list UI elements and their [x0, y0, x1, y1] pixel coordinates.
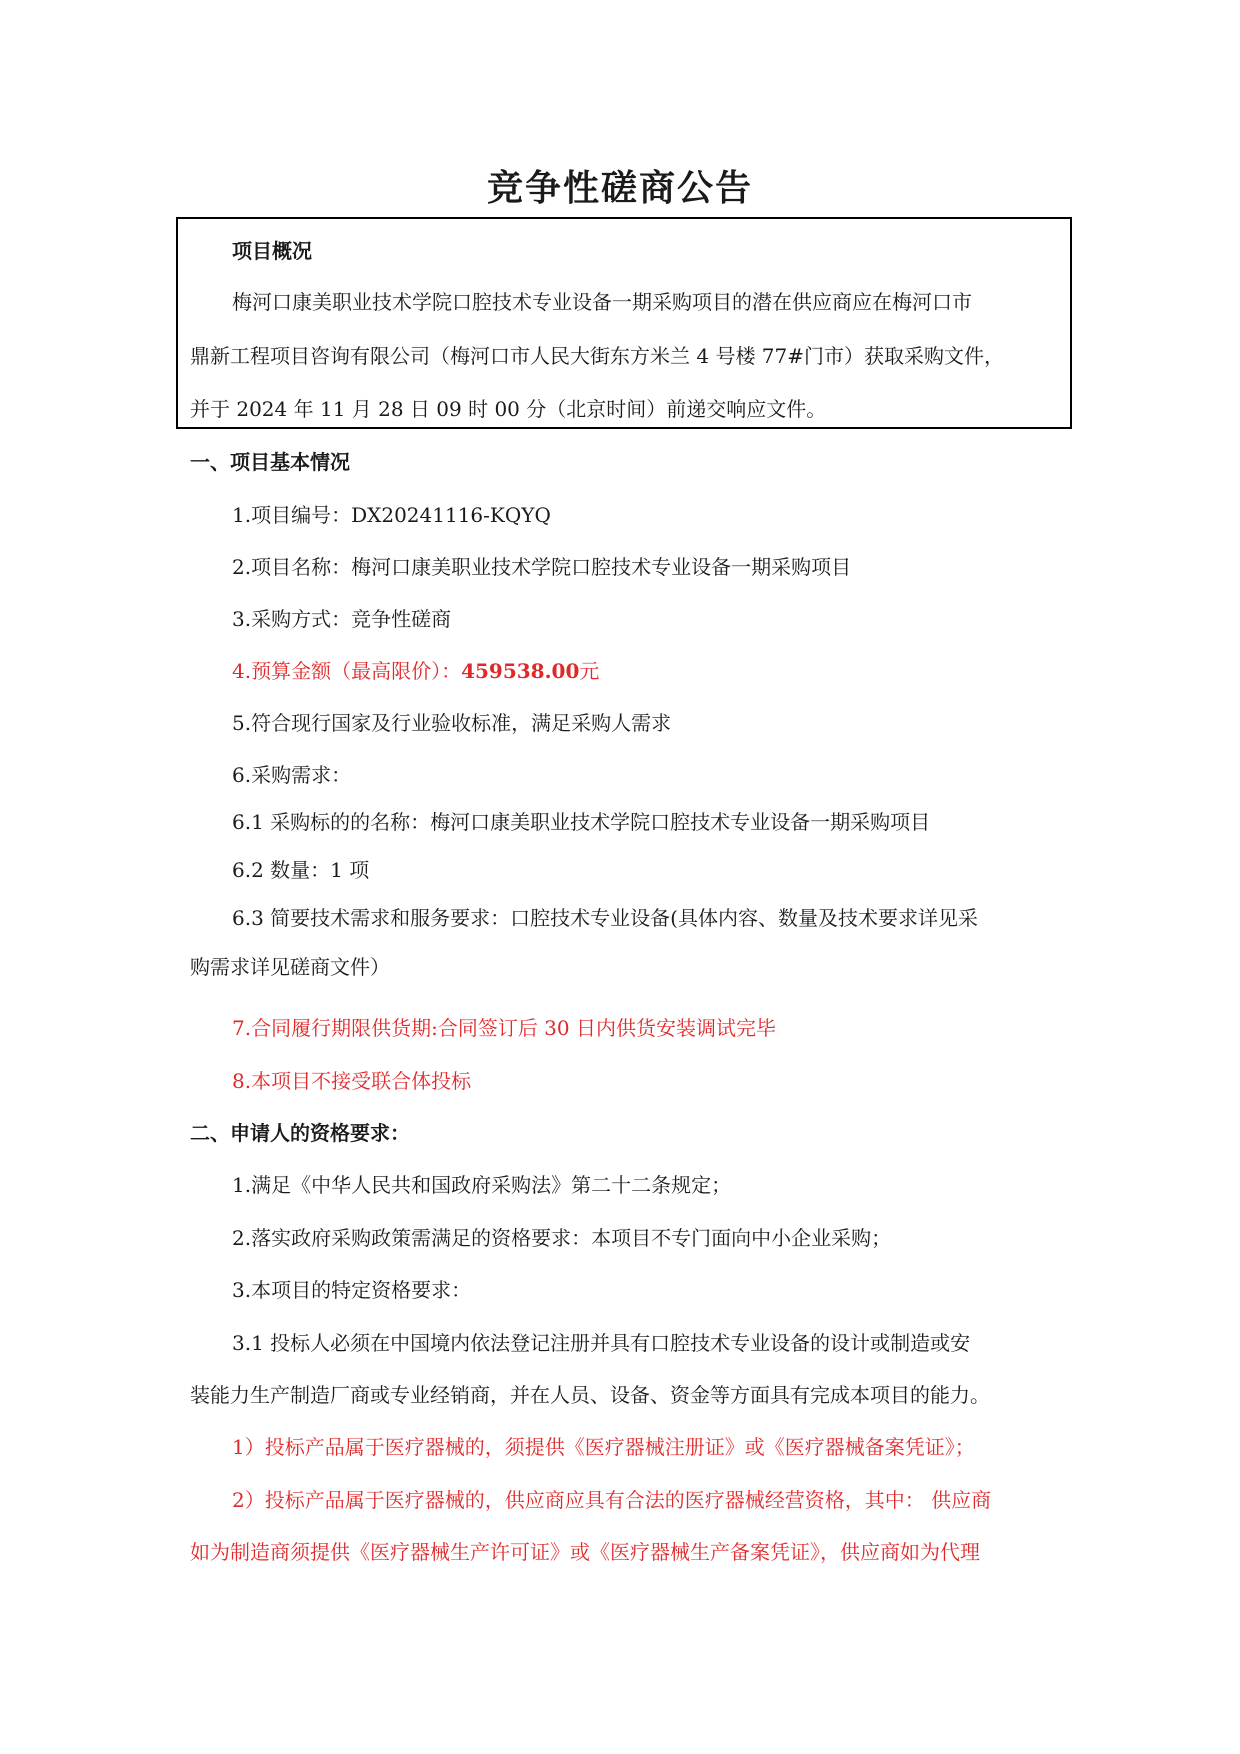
- budget-amount: 459538.00: [461, 659, 580, 683]
- s2-req-2-line-1: 2）投标产品属于医疗器械的，供应商应具有合法的医疗器械经营资格，其中： 供应商: [232, 1488, 992, 1512]
- s1-item-6-3-line-2: 购需求详见磋商文件）: [190, 955, 390, 979]
- s1-item-3: 3.采购方式：竞争性磋商: [232, 607, 452, 631]
- s1-item-1: 1.项目编号：DX20241116-KQYQ: [232, 503, 551, 527]
- s2-item-3: 3.本项目的特定资格要求：: [232, 1278, 472, 1302]
- s1-item-6-3-line-1: 6.3 简要技术需求和服务要求：口腔技术专业设备(具体内容、数量及技术要求详见采: [232, 906, 978, 930]
- s1-item-7: 7.合同履行期限供货期:合同签订后 30 日内供货安装调试完毕: [232, 1016, 776, 1040]
- overview-line-3: 并于 2024 年 11 月 28 日 09 时 00 分（北京时间）前递交响应文件。: [190, 397, 827, 421]
- s2-item-2: 2.落实政府采购政策需满足的资格要求：本项目不专门面向中小企业采购；: [232, 1226, 892, 1250]
- s1-item-6-1: 6.1 采购标的的名称：梅河口康美职业技术学院口腔技术专业设备一期采购项目: [232, 810, 931, 834]
- budget-label: 4.预算金额（最高限价）：: [232, 659, 462, 683]
- overview-heading: 项目概况: [232, 239, 312, 263]
- overview-line-2: 鼎新工程项目咨询有限公司（梅河口市人民大街东方米兰 4 号楼 77#门市）获取采购文件，: [190, 344, 1005, 368]
- s2-req-2-line-2: 如为制造商须提供《医疗器械生产许可证》或《医疗器械生产备案凭证》，供应商如为代理: [190, 1540, 980, 1564]
- page-title: 竞争性磋商公告: [486, 167, 753, 209]
- section2-heading: 二、申请人的资格要求：: [190, 1121, 410, 1145]
- s2-item-3-1-line-1: 3.1 投标人必须在中国境内依法登记注册并具有口腔技术专业设备的设计或制造或安: [232, 1331, 971, 1355]
- s1-item-4: [232, 659, 599, 683]
- s1-item-6: 6.采购需求：: [232, 763, 352, 787]
- s1-item-2: 2.项目名称：梅河口康美职业技术学院口腔技术专业设备一期采购项目: [232, 555, 852, 579]
- s2-item-1: 1.满足《中华人民共和国政府采购法》第二十二条规定；: [232, 1173, 732, 1197]
- s1-item-8: 8.本项目不接受联合体投标: [232, 1069, 472, 1093]
- overview-line-1: 梅河口康美职业技术学院口腔技术专业设备一期采购项目的潜在供应商应在梅河口市: [232, 290, 972, 314]
- section1-heading: 一、项目基本情况: [190, 450, 350, 474]
- s1-item-6-2: 6.2 数量：1 项: [232, 858, 370, 882]
- budget-unit: 元: [579, 659, 600, 683]
- s2-item-3-1-line-2: 装能力生产制造厂商或专业经销商，并在人员、设备、资金等方面具有完成本项目的能力。: [190, 1383, 990, 1407]
- s2-req-1: 1）投标产品属于医疗器械的，须提供《医疗器械注册证》或《医疗器械备案凭证》；: [232, 1435, 975, 1459]
- s1-item-5: 5.符合现行国家及行业验收标准，满足采购人需求: [232, 711, 672, 735]
